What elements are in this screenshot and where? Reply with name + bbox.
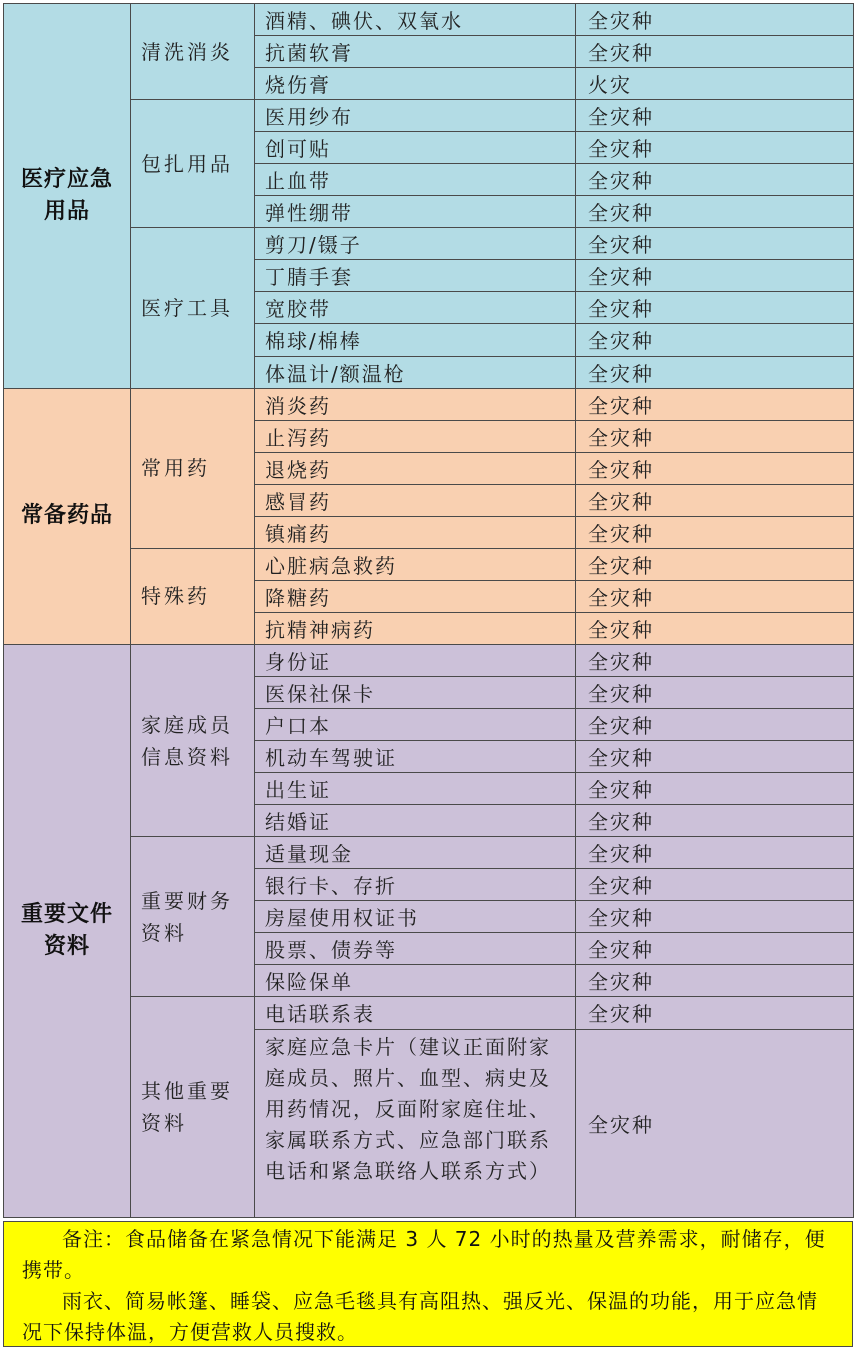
item-name: 心脏病急救药	[255, 548, 576, 580]
category-cell	[4, 4, 131, 389]
disaster-type: 全灾种	[576, 228, 854, 260]
disaster-type: 全灾种	[576, 933, 854, 965]
disaster-type: 全灾种	[576, 292, 854, 324]
subcategory-cell	[131, 548, 255, 644]
disaster-type: 全灾种	[576, 548, 854, 580]
disaster-type: 全灾种	[576, 997, 854, 1029]
remark-food: 备注：食品储备在紧急情况下能满足 3 人 72 小时的热量及营养需求，耐储存，便携带。	[22, 1227, 826, 1282]
item-name: 降糖药	[255, 580, 576, 612]
table-row	[4, 837, 854, 869]
subcategory-cell	[131, 4, 255, 100]
item-name: 房屋使用权证书	[255, 901, 576, 933]
disaster-type: 全灾种	[576, 4, 854, 36]
disaster-type: 全灾种	[576, 132, 854, 164]
subcategory-label: 其他重要资料	[141, 1078, 233, 1135]
disaster-type: 全灾种	[576, 260, 854, 292]
item-name: 体温计/额温枪	[255, 356, 576, 388]
category-label: 重要文件资料	[20, 901, 113, 959]
disaster-type: 全灾种	[576, 516, 854, 548]
subcategory-cell	[131, 228, 255, 388]
disaster-type: 全灾种	[576, 388, 854, 420]
item-name: 出生证	[255, 773, 576, 805]
item-name: 退烧药	[255, 452, 576, 484]
item-name: 电话联系表	[255, 997, 576, 1029]
item-name: 户口本	[255, 709, 576, 741]
disaster-type: 全灾种	[576, 196, 854, 228]
item-name: 股票、债券等	[255, 933, 576, 965]
subcategory-label: 家庭成员信息资料	[141, 712, 233, 769]
table-row	[4, 228, 854, 260]
table-row	[4, 4, 854, 36]
table-row	[4, 388, 854, 420]
item-name: 止泻药	[255, 420, 576, 452]
item-name: 消炎药	[255, 388, 576, 420]
item-name: 宽胶带	[255, 292, 576, 324]
subcategory-label: 重要财务资料	[141, 888, 233, 945]
category-label: 医疗应急用品	[20, 166, 113, 224]
category-cell	[4, 388, 131, 644]
disaster-type: 全灾种	[576, 356, 854, 388]
disaster-type: 全灾种	[576, 741, 854, 773]
item-name: 创可贴	[255, 132, 576, 164]
disaster-type: 火灾	[576, 68, 854, 100]
disaster-type: 全灾种	[576, 965, 854, 997]
disaster-type: 全灾种	[576, 709, 854, 741]
disaster-type: 全灾种	[576, 612, 854, 644]
disaster-type: 全灾种	[576, 580, 854, 612]
table-row	[4, 644, 854, 676]
disaster-type: 全灾种	[576, 164, 854, 196]
item-name: 机动车驾驶证	[255, 741, 576, 773]
item-name: 适量现金	[255, 837, 576, 869]
supply-table	[3, 3, 854, 1218]
item-name: 酒精、碘伏、双氧水	[255, 4, 576, 36]
disaster-type: 全灾种	[576, 644, 854, 676]
disaster-type: 全灾种	[576, 869, 854, 901]
disaster-type: 全灾种	[576, 420, 854, 452]
category-cell	[4, 644, 131, 1217]
disaster-type: 全灾种	[576, 484, 854, 516]
item-name: 棉球/棉棒	[255, 324, 576, 356]
subcategory-cell	[131, 644, 255, 836]
item-name: 保险保单	[255, 965, 576, 997]
item-name: 医用纱布	[255, 100, 576, 132]
table-row	[4, 997, 854, 1029]
disaster-type: 全灾种	[576, 805, 854, 837]
item-name: 烧伤膏	[255, 68, 576, 100]
disaster-type: 全灾种	[576, 100, 854, 132]
table-row	[4, 548, 854, 580]
subcategory-label: 医疗工具	[141, 295, 233, 320]
subcategory-label: 常用药	[141, 456, 210, 481]
item-name: 银行卡、存折	[255, 869, 576, 901]
disaster-type: 全灾种	[576, 773, 854, 805]
item-name: 抗精神病药	[255, 612, 576, 644]
disaster-type: 全灾种	[576, 676, 854, 708]
disaster-type: 全灾种	[576, 1029, 854, 1217]
item-name: 结婚证	[255, 805, 576, 837]
subcategory-cell	[131, 388, 255, 548]
item-name: 止血带	[255, 164, 576, 196]
subcategory-cell	[131, 100, 255, 228]
item-name: 镇痛药	[255, 516, 576, 548]
table-row	[4, 100, 854, 132]
remark-gear: 雨衣、简易帐篷、睡袋、应急毛毯具有高阻热、强反光、保温的功能，用于应急情况下保持体温，方便营救人员搜救。	[22, 1289, 818, 1344]
remarks-box	[3, 1221, 853, 1347]
subcategory-label: 包扎用品	[141, 151, 233, 176]
item-name: 丁腈手套	[255, 260, 576, 292]
disaster-type: 全灾种	[576, 837, 854, 869]
item-name: 抗菌软膏	[255, 36, 576, 68]
item-name: 剪刀/镊子	[255, 228, 576, 260]
disaster-type: 全灾种	[576, 452, 854, 484]
item-name: 家庭应急卡片（建议正面附家庭成员、照片、血型、病史及用药情况，反面附家庭住址、家属联系方式、应急部门联系电话和紧急联络人联系方式）	[255, 1029, 576, 1217]
item-name: 弹性绷带	[255, 196, 576, 228]
subcategory-label: 清洗消炎	[141, 39, 233, 64]
item-name: 感冒药	[255, 484, 576, 516]
disaster-type: 全灾种	[576, 324, 854, 356]
disaster-type: 全灾种	[576, 901, 854, 933]
category-label: 常备药品	[20, 503, 113, 529]
disaster-type: 全灾种	[576, 36, 854, 68]
item-name: 身份证	[255, 644, 576, 676]
item-name: 医保社保卡	[255, 676, 576, 708]
subcategory-cell	[131, 997, 255, 1217]
subcategory-label: 特殊药	[141, 584, 210, 609]
subcategory-cell	[131, 837, 255, 997]
